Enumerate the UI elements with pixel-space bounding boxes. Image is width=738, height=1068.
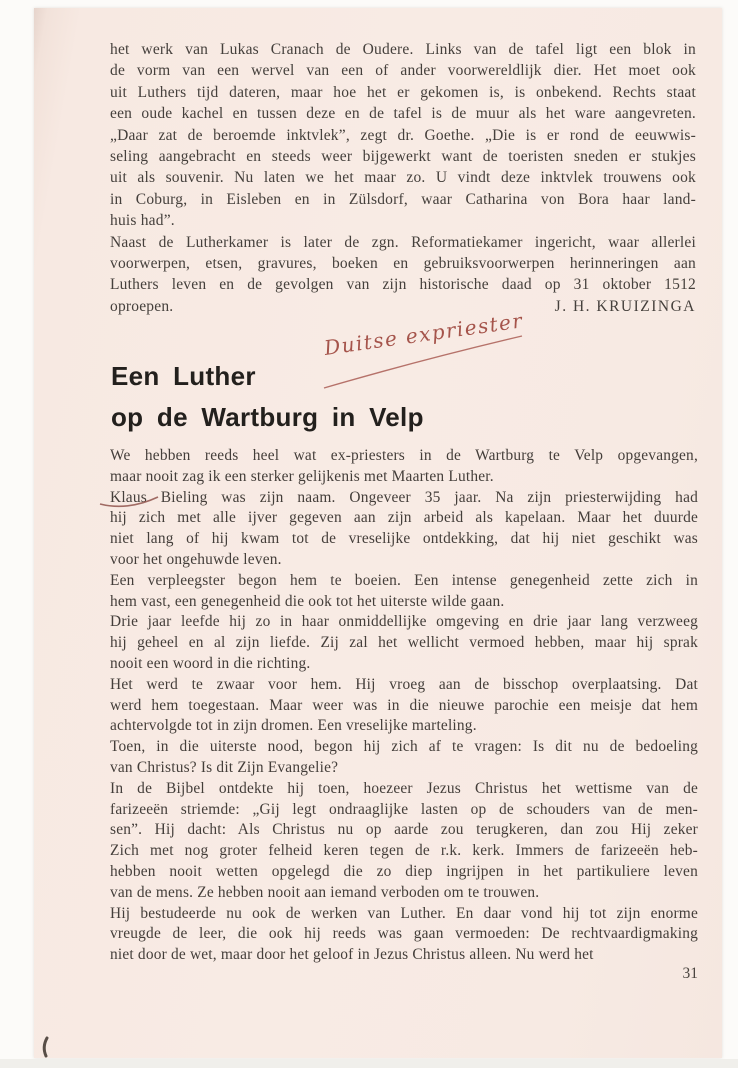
text-line: werd hem toegestaan. Maar weer was in die nieuwe parochie een meisje dat hem xyxy=(110,696,698,714)
heading-line-2: op de Wartburg in Velp xyxy=(111,402,424,432)
text-line: een oude kachel en tussen deze en de tafel is de muur als het ware aangevreten. xyxy=(110,105,696,123)
article-signature-row xyxy=(110,296,696,317)
text-line: hebben nooit wetten opgelegd die zo diep ingrijpen in het partikuliere leven xyxy=(110,862,698,880)
text-line: Zich met nog groter felheid keren tegen de r.k. kerk. Immers de farizeeën heb- xyxy=(110,842,698,860)
text-line: Een verpleegster begon hem te boeien. Een intense genegenheid zette zich in xyxy=(110,571,698,589)
text-line: achtervolgde tot in zijn dromen. Een vreselijke marteling. xyxy=(110,717,477,735)
paragraph xyxy=(110,675,698,737)
text-line: voorwerpen, etsen, gravures, boeken en gebruiksvoorwerpen herinneringen aan xyxy=(110,255,696,273)
text-line: Luthers leven en de gevolgen van zijn historische daad op 31 oktober 1512 xyxy=(110,276,696,294)
text-line: maar nooit zag ik een sterker gelijkenis met Maarten Luther. xyxy=(110,467,494,485)
paragraph xyxy=(110,39,696,232)
scan-bottom-edge xyxy=(0,1059,738,1068)
text-line: uit Luthers tijd dateren, maar hoe het er gekomen is, is onbekend. Rechts staat xyxy=(110,83,696,101)
book-page xyxy=(34,8,722,1058)
text-line: hem vast, een genegenheid die ook tot het uiterste wilde gaan. xyxy=(110,592,505,610)
paragraph xyxy=(110,571,698,613)
paragraph xyxy=(110,232,696,296)
text-line: huis had”. xyxy=(110,212,175,230)
text-line: We hebben reeds heel wat ex-priesters in de Wartburg te Velp opgevangen, xyxy=(110,447,698,464)
text-line: nooit een woord in die richting. xyxy=(110,654,311,672)
text-line: het werk van Lukas Cranach de Oudere. Links van de tafel ligt een blok in xyxy=(110,41,696,58)
handwritten-annotation: Duitse expriester xyxy=(322,308,525,360)
text-line: voor het ongehuwde leven. xyxy=(110,550,282,568)
text-line: Het werd te zwaar voor hem. Hij vroeg aan de bisschop overplaatsing. Dat xyxy=(110,675,698,693)
text-line: niet lang of hij kwam tot de vreselijke ontdekking, dat hij niet geschikt was xyxy=(110,530,698,548)
text-line: „Daar zat de beroemde inktvlek”, zegt dr. Goethe. „Die is er rond de eeuwwis- xyxy=(110,126,696,144)
signature-left-text: oproepen. xyxy=(110,298,174,315)
text-line: farizeeën striemde: „Gij legt ondraaglijke lasten op de schouders van de men- xyxy=(110,800,698,818)
text-line: in Coburg, in Eisleben en in Zülsdorf, waar Catharina von Bora haar land- xyxy=(110,190,696,208)
heading-line-1: Een Luther xyxy=(111,361,256,391)
text-line: de vorm van een wervel van een of ander voorwereldlijk dier. Het moet ook xyxy=(110,62,696,80)
text-line: vreugde de leer, die ook hij reeds was gaan vermoeden: De rechtvaardigmaking xyxy=(110,925,698,943)
text-line: niet door de wet, maar door het geloof in Jezus Christus alleen. Nu werd het xyxy=(110,946,594,964)
text-line: In de Bijbel ontdekte hij toen, hoezeer Jezus Christus het wettisme van de xyxy=(110,779,698,797)
paragraph xyxy=(110,612,698,674)
paragraph xyxy=(110,779,698,904)
paragraph xyxy=(110,904,698,966)
main-article-text xyxy=(110,446,698,966)
paragraph xyxy=(110,488,698,571)
text-line: Hij bestudeerde nu ook de werken van Luther. En daar vond hij tot zijn enorme xyxy=(110,904,698,922)
article-heading xyxy=(111,356,611,438)
text-line: van de mens. Ze hebben nooit aan iemand verboden om te trouwen. xyxy=(110,883,540,901)
author-name: J. H. KRUIZINGA xyxy=(554,298,696,315)
text-line: hij geheel en al zijn liefde. Zij zal het wellicht vermoed hebben, maar hij sprak xyxy=(110,634,698,652)
top-article-text xyxy=(110,39,696,296)
paragraph xyxy=(110,446,698,488)
page-number: 31 xyxy=(682,965,698,982)
text-line: hij zich met alle ijver gegeven aan zijn arbeid als kapelaan. Maar het duurde xyxy=(110,509,698,527)
text-line: Drie jaar leefde hij zo in haar onmiddellijke omgeving en drie jaar lang verzweeg xyxy=(110,613,698,631)
text-line: seling aangebracht en steeds weer bijgewerkt want de toeristen sneden er stukjes xyxy=(110,148,696,166)
text-line: Naast de Lutherkamer is later de zgn. Reformatiekamer ingericht, waar allerlei xyxy=(110,233,696,251)
text-line: Toen, in die uiterste nood, begon hij zich af te vragen: Is dit nu de bedoeling xyxy=(110,738,698,756)
text-line: uit als souvenir. Nu laten we het maar zo. U vindt deze inktvlek trouwens ook xyxy=(110,169,696,187)
text-line: van Christus? Is dit Zijn Evangelie? xyxy=(110,758,339,776)
paragraph xyxy=(110,737,698,779)
text-line: Klaus Bieling was zijn naam. Ongeveer 35 jaar. Na zijn priesterwijding had xyxy=(110,488,698,506)
text-line: sen”. Hij dacht: Als Christus nu op aarde zou terugkeren, dan zou Hij zeker xyxy=(110,821,698,839)
